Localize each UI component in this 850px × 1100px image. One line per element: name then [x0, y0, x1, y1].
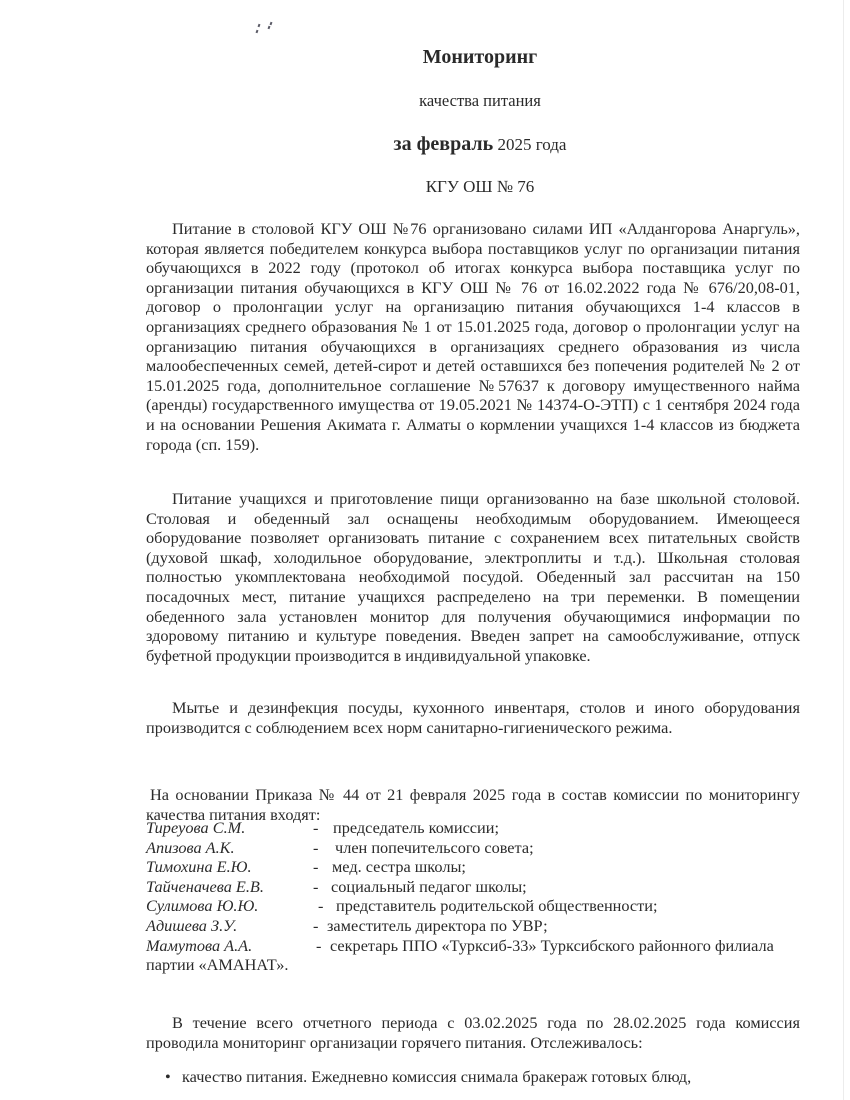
paragraph-text: Питание в столовой КГУ ОШ №76 организовано силами ИП «Алдангорова Анаргуль», которая является победителем конкурса выбора поставщиков услуг по организации питания обучающихся в 2022 году (протокол об итогах конкурса выбора поставщика услуг по организации питания обучающихся в КГУ ОШ № 76 от 16.02.2022 года № 676/20,08-01, договор о пролонгации услуг на организацию питания обучающихся 1-4 классов в организациях среднего образования № 1 от 15.01.2025 года, договор о пролонгации услуг на организацию питания обучающихся в организациях среднего образования из числа малообеспеченных семей, детей-сирот и детей оставшихся без попечения родителей № 2 от 15.01.2025 года, дополнительное соглашение №57637 к договору имущественного найма (аренды) государственного имущества от 19.05.2021 № 14374-О-ЭТП) с 1 сентября 2024 года и на основании Решения Акимата г. Алматы о кормлении учащихся 1-4 классов из бюджета города (сп. 159). — [146, 219, 800, 454]
paragraph-sanitation — [146, 698, 800, 737]
paragraph-text: На основании Приказа № 44 от 21 февраля 2025 года в состав комиссии по мониторингу качества питания входят: — [146, 785, 800, 824]
period-month: за февраль — [393, 133, 494, 155]
member-separator: - — [313, 876, 319, 896]
member-separator: - — [313, 915, 319, 935]
member-name: Тиреуова С.М. — [146, 818, 246, 837]
list-item-text: качество питания. Ежедневно комиссия снимала бракераж готовых блюд, — [182, 1067, 692, 1086]
member-role: мед. сестра школы; — [332, 857, 466, 877]
member-separator: - — [313, 837, 319, 857]
member-role: член попечительсого совета; — [335, 837, 534, 857]
member-row — [146, 818, 800, 838]
member-row — [146, 936, 800, 975]
member-name: Тимохина Е.Ю. — [146, 857, 252, 877]
member-name: Тайченачева Е.В. — [146, 876, 264, 896]
member-row — [146, 857, 800, 877]
list-item — [146, 1067, 800, 1087]
paragraph-monitoring-period — [146, 1013, 800, 1052]
member-row — [146, 838, 800, 858]
member-separator: - — [313, 818, 319, 837]
organization-name: КГУ ОШ № 76 — [425, 177, 535, 196]
paragraph-text: Мытье и дезинфекция посуды, кухонного инвентаря, столов и иного оборудования производится с соблюдением всех норм санитарно-гигиенического режима. — [146, 698, 800, 737]
member-row — [146, 916, 800, 936]
document-subtitle: качества питания — [419, 91, 541, 110]
member-name: Адишева З.У. — [146, 915, 238, 935]
member-separator: - — [313, 857, 319, 877]
member-role: заместитель директора по УВР; — [327, 915, 548, 935]
member-name: Апизова А.К. — [146, 837, 235, 857]
paragraph-text: В течение всего отчетного периода с 03.02.2025 года по 28.02.2025 года комиссия проводила мониторинг организации горячего питания. Отслеживалось: — [146, 1013, 800, 1052]
member-row — [146, 896, 800, 916]
member-role: секретарь ППО «Турксиб-33» Турксибского районного филиала партии «АМАНАТ». — [146, 935, 774, 975]
paragraph-catering-provider — [146, 219, 800, 454]
member-name: Сулимова Ю.Ю. — [146, 896, 259, 916]
paragraph-text: Питание учащихся и приготовление пищи организованно на базе школьной столовой. Столовая и обеденный зал оснащены необходимым оборудованием. Имеющееся оборудование позволяет организовать питание с сохранением всех питательных свойств (духовой шкаф, холодильное оборудование, электроплиты и т.д.). Школьная столовая полностью укомплектована необходимой посудой. Обеденный зал рассчитан на 150 посадочных мест, питание учащихся распределено на три переменки. В помещении обеденного зала установлен монитор для получения обучающимися информации по здоровому питанию и культуре поведения. Введен запрет на самообслуживание, отпуск буфетной продукции производится в индивидуальной упаковке. — [146, 489, 800, 665]
scan-edge-line — [843, 0, 844, 1100]
member-role: представитель родительской общественности; — [336, 896, 658, 916]
member-separator: - — [316, 935, 322, 955]
member-role: социальный педагог школы; — [331, 876, 527, 896]
period-year: 2025 года — [493, 135, 567, 154]
member-role: председатель комиссии; — [333, 818, 499, 837]
member-separator: - — [318, 896, 324, 916]
document-title: Мониторинг — [422, 46, 538, 68]
member-name: Мамутова А.А. — [146, 935, 253, 955]
scan-specks — [254, 22, 278, 42]
member-row — [146, 877, 800, 897]
paragraph-dining-facilities — [146, 489, 800, 665]
commission-members-list — [146, 818, 800, 975]
reporting-period — [0, 133, 850, 156]
monitored-items-list — [146, 1067, 800, 1087]
bullet-icon: • — [165, 1067, 171, 1086]
